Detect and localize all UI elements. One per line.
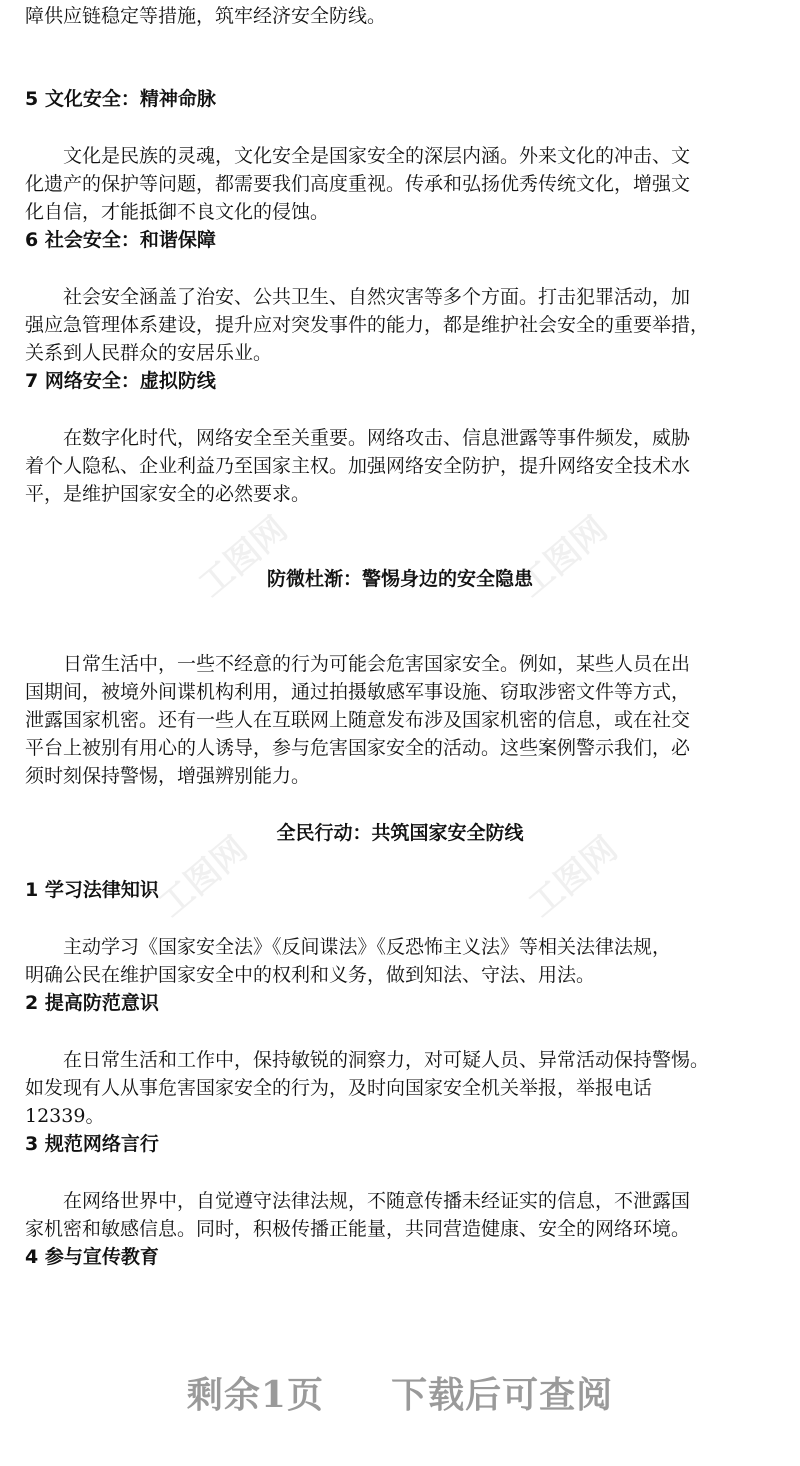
paragraph-line: 如发现有人从事危害国家安全的行为，及时向国家安全机关举报，举报电话 bbox=[25, 1077, 653, 1099]
paragraph-line: 泄露国家机密。还有一些人在互联网上随意发布涉及国家机密的信息，或在社交 bbox=[25, 709, 691, 731]
paragraph-line: 日常生活中，一些不经意的行为可能会危害国家安全。例如，某些人员在出 bbox=[25, 653, 691, 675]
paragraph-line: 强应急管理体系建设，提升应对突发事件的能力，都是维护社会安全的重要举措， bbox=[25, 314, 710, 336]
paragraph-line: 12339。 bbox=[25, 1105, 105, 1127]
download-prompt[interactable] bbox=[0, 1367, 800, 1418]
paragraph-line: 化自信，才能抵御不良文化的侵蚀。 bbox=[25, 201, 330, 223]
paragraph-line: 在日常生活和工作中，保持敏锐的洞察力，对可疑人员、异常活动保持警惕。 bbox=[25, 1049, 710, 1071]
paragraph-line: 平，是维护国家安全的必然要求。 bbox=[25, 483, 311, 505]
action-heading-awareness: 2 提高防范意识 bbox=[25, 992, 159, 1014]
action-heading-online: 3 规范网络言行 bbox=[25, 1133, 159, 1155]
paragraph-line: 关系到人民群众的安居乐业。 bbox=[25, 342, 273, 364]
watermark: 工图网 bbox=[511, 509, 616, 606]
paragraph-line: 国期间，被境外间谍机构利用，通过拍摄敏感军事设施、窃取涉密文件等方式， bbox=[25, 681, 691, 703]
paragraph-line: 明确公民在维护国家安全中的权利和义务，做到知法、守法、用法。 bbox=[25, 964, 596, 986]
watermark: 工图网 bbox=[151, 829, 256, 926]
paragraph-line: 在网络世界中，自觉遵守法律法规，不随意传播未经证实的信息，不泄露国 bbox=[25, 1190, 691, 1212]
remaining-pages-text: 剩余1页 bbox=[186, 1374, 324, 1416]
watermark: 工图网 bbox=[521, 829, 626, 926]
section-title-prevent: 防微杜渐：警惕身边的安全隐患 bbox=[266, 568, 533, 590]
paragraph-line: 须时刻保持警惕，增强辨别能力。 bbox=[25, 765, 311, 787]
download-to-view-text: 下载后可查阅 bbox=[391, 1374, 614, 1416]
paragraph-line: 着个人隐私、企业利益乃至国家主权。加强网络安全防护，提升网络安全技术水 bbox=[25, 455, 691, 477]
paragraph-line: 文化是民族的灵魂，文化安全是国家安全的深层内涵。外来文化的冲击、文 bbox=[25, 145, 691, 167]
action-heading-education: 4 参与宣传教育 bbox=[25, 1246, 159, 1268]
paragraph-line: 主动学习《国家安全法》《反间谍法》《反恐怖主义法》等相关法律法规， bbox=[25, 936, 672, 958]
paragraph-line: 障供应链稳定等措施，筑牢经济安全防线。 bbox=[25, 5, 387, 27]
paragraph-line: 家机密和敏感信息。同时，积极传播正能量，共同营造健康、安全的网络环境。 bbox=[25, 1218, 691, 1240]
paragraph-line: 平台上被别有用心的人诱导，参与危害国家安全的活动。这些案例警示我们，必 bbox=[25, 737, 691, 759]
section-heading-culture: 5 文化安全：精神命脉 bbox=[25, 88, 216, 110]
paragraph-line: 化遗产的保护等问题，都需要我们高度重视。传承和弘扬优秀传统文化，增强文 bbox=[25, 173, 691, 195]
action-heading-law: 1 学习法律知识 bbox=[25, 879, 159, 901]
section-heading-network: 7 网络安全：虚拟防线 bbox=[25, 370, 216, 392]
paragraph-line: 社会安全涵盖了治安、公共卫生、自然灾害等多个方面。打击犯罪活动，加 bbox=[25, 286, 691, 308]
section-title-action: 全民行动：共筑国家安全防线 bbox=[276, 822, 524, 844]
paragraph-line: 在数字化时代，网络安全至关重要。网络攻击、信息泄露等事件频发，威胁 bbox=[25, 427, 691, 449]
section-heading-society: 6 社会安全：和谐保障 bbox=[25, 229, 216, 251]
watermark: 工图网 bbox=[191, 509, 296, 606]
